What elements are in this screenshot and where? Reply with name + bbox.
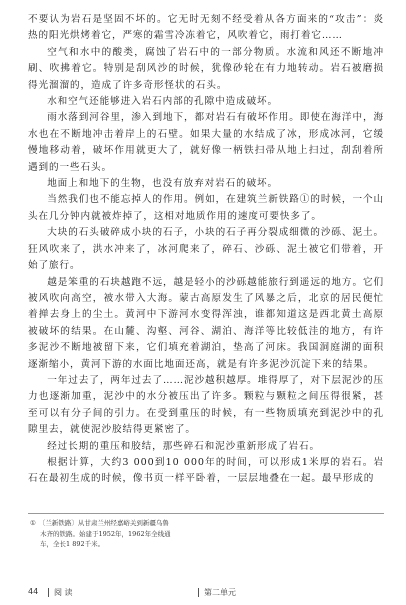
paragraph: 空气和水中的酸类，腐蚀了岩石中的一部分物质。水流和风还不断地冲刷、吹拂着它。特别是刮风沙的时候，犹像砂轮在有力地转动。岩石被磨损得光溜溜的，造成了许多奇形怪状的石头。 — [28, 46, 384, 91]
paragraph: 一年过去了，两年过去了……泥沙越积越厚。堆得厚了，对下层泥沙的压力也逐渐加重，泥沙中的水分被压出了许多。颗粒与颗粒之间压得很紧，甚至可以有分子间的引力。在受到重压的时候，有一些物质填充到泥沙中的孔隙里去，就使泥沙胶结得更紧密了。 — [28, 374, 384, 436]
paragraph: 越是笨重的石块越跑不远，越是轻小的沙砾越能旅行到遥远的地方。它们被风吹向高空，被水带入大海。蒙古高原发生了风暴之后，北京的居民便忙着掸去身上的尘土。黄河中下游河水变得浑浊，谁都知道这是西北黄土高原被破坏的结果。在山麓、沟壑、河谷、湖泊、海洋等比较低洼的地方，有许多泥沙不断地被留下来，它们填充着湖泊，垫高了河床。我国洞庭湖的面积逐渐缩小，黄河下游的水面比地面还高，就是有许多泥沙沉淀下来的结果。 — [28, 276, 384, 370]
unit-label: 第二单元 — [204, 588, 236, 597]
paragraph: 雨水落到河谷里，渗入到地下，都对岩石有破坏作用。即使在海洋中，海水也在不断地冲击着岸上的石壁。如果大量的水结成了冰，形成冰河，它缓慢地移动着，破坏作用就更大了，就好像一柄铁扫帚从地上扫过，刮刮着所遇到的一些石头。 — [28, 112, 384, 173]
footer-divider — [198, 588, 199, 597]
footnote-divider — [28, 513, 384, 514]
paragraph: 大块的石头破碎成小块的石子，小块的石子再分裂成细微的沙砾、泥土。狂风吹来了，洪水冲来了，冰河爬来了，碎石、沙砾、泥土被它们带着，开始了旅行。 — [28, 227, 384, 272]
footnote — [30, 518, 230, 550]
footnote-line: 木齐的铁路。始建于1952年，1962年全线通 — [40, 529, 171, 538]
paragraph: 不要认为岩石是坚固不坏的。它无时无刻不经受着从各方面来的“攻击”：炎热的阳光烘烤着它，严寒的霜雪冷冻着它，风吹着它，雨打着它…… — [28, 14, 384, 42]
paragraph: 经过长期的重压和胶结，那些碎石和泥沙重新形成了岩石。 — [47, 440, 321, 452]
footnote-marker: ① — [30, 519, 36, 527]
footer-divider — [48, 588, 49, 597]
paragraph: 水和空气还能够进入岩石内部的孔隙中造成破坏。 — [47, 96, 279, 108]
page-number: 44 — [28, 587, 39, 596]
footnote-line: 车，全长1 892千米。 — [40, 540, 105, 548]
footnote-line: 〔兰新铁路〕从甘肃兰州经嘉峪关到新疆乌鲁 — [38, 519, 169, 527]
book-section-label: 阅 读 — [54, 588, 73, 597]
paragraph: 当然我们也不能忘掉人的作用。例如，在建筑兰新铁路①的时候，一个山头在几分钟内就被炸掉了，这相对地质作用的速度可要快多了。 — [28, 194, 384, 222]
page-footer — [0, 587, 406, 601]
paragraph: 根据计算，大约3 000到10 000年的时间，可以形成1米厚的岩石。岩石在最初生成的时候，像书页一样平卧着，一层层地叠在一起。最早形成的 — [28, 456, 384, 485]
body-text — [28, 12, 384, 488]
paragraph: 地面上和地下的生物，也没有放弃对岩石的破坏。 — [47, 178, 279, 190]
